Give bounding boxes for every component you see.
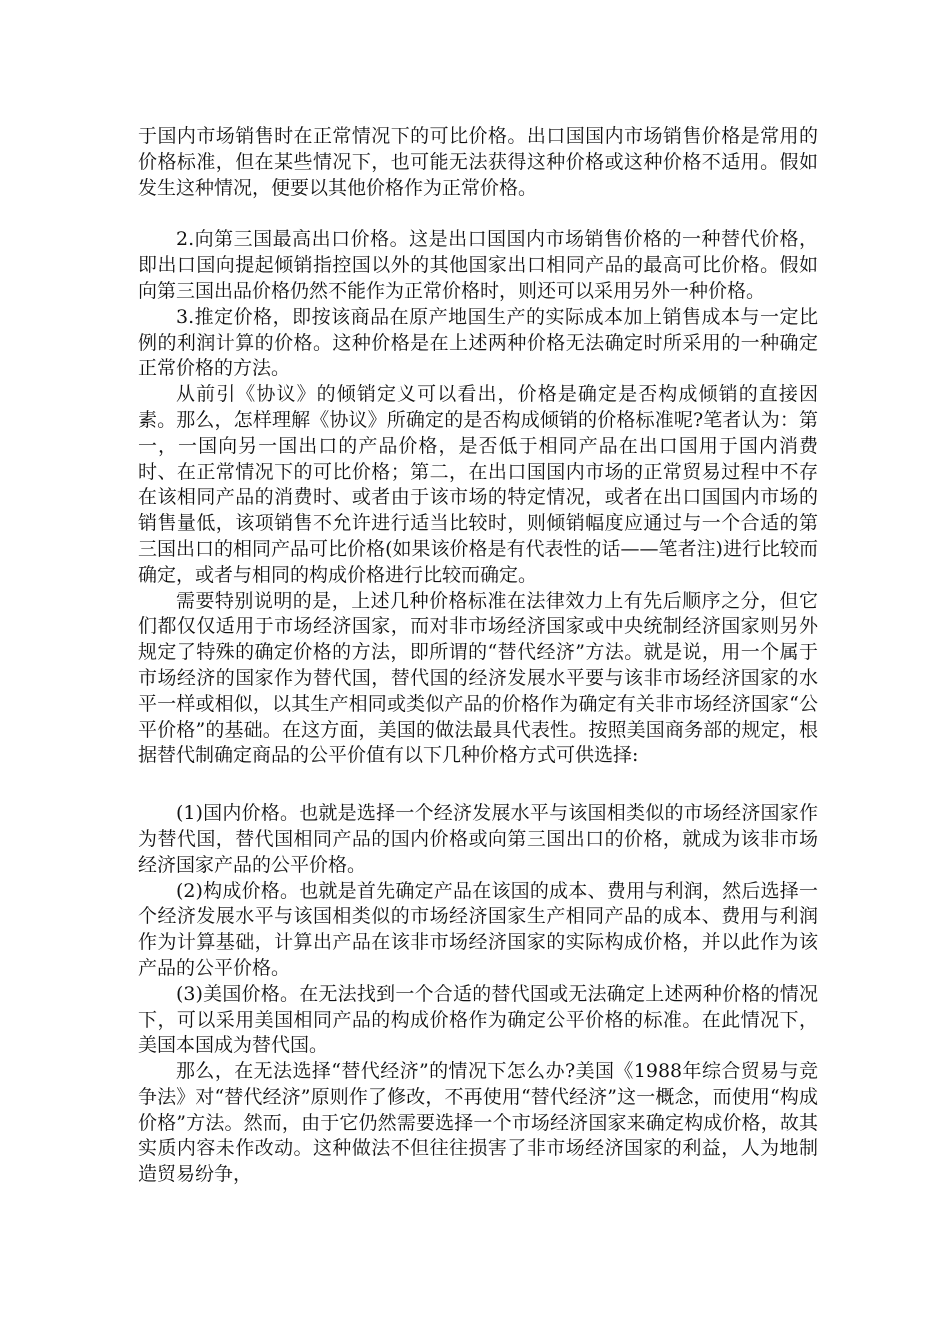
paragraph-trade-act-1988: 那么，在无法选择“替代经济”的情况下怎么办?美国《1988年综合贸易与竞争法》对“替代经济”原则作了修改，不再使用“替代经济”这一概念，而使用“构成价格”方法。然而，由于它仍然需要选择一个市场经济国家来确定构成价格，故其实质内容未作改动。这种做法不但往往损害了非市场经济国家的利益，人为地制造贸易纷争， [138, 1060, 818, 1186]
paragraph-dumping-definition: 从前引《协议》的倾销定义可以看出，价格是确定是否构成倾销的直接因素。那么，怎样理解《协议》所确定的是否构成倾销的价格标准呢?笔者认为：第一，一国向另一国出口的产品价格，是否低于相同产品在出口国用于国内消费时、在正常情况下的可比价格；第二，在出口国国内市场的正常贸易过程中不存在该相同产品的消费时、或者由于该市场的特定情况，或者在出口国国内市场的销售量低，该项销售不允许进行适当比较时，则倾销幅度应通过与一个合适的第三国出口的相同产品可比价格(如果该价格是有代表性的话——笔者注)进行比较而确定，或者与相同的构成价格进行比较而确定。 [138, 383, 818, 586]
paragraph-continuation: 于国内市场销售时在正常情况下的可比价格。出口国国内市场销售价格是常用的价格标准，但在某些情况下，也可能无法获得这种价格或这种价格不适用。假如发生这种情况，便要以其他价格作为正常价格。 [138, 125, 818, 199]
paragraph-domestic-price: (1)国内价格。也就是选择一个经济发展水平与该国相类似的市场经济国家作为替代国，替代国相同产品的国内价格或向第三国出口的价格，就成为该非市场经济国家产品的公平价格。 [138, 802, 818, 876]
paragraph-us-price: (3)美国价格。在无法找到一个合适的替代国或无法确定上述两种价格的情况下，可以采用美国相同产品的构成价格作为确定公平价格的标准。在此情况下，美国本国成为替代国。 [138, 982, 818, 1057]
paragraph-surrogate-economy: 需要特别说明的是，上述几种价格标准在法律效力上有先后顺序之分，但它们都仅仅适用于市场经济国家，而对非市场经济国家或中央统制经济国家则另外规定了特殊的确定价格的方法，即所谓的“替代经济”方法。就是说，用一个属于市场经济的国家作为替代国，替代国的经济发展水平要与该非市场经济国家的水平一样或相似，以其生产相同或类似产品的价格作为确定有关非市场经济国家“公平价格”的基础。在这方面，美国的做法最具代表性。按照美国商务部的规定，根据替代制确定商品的公平价值有以下几种价格方式可供选择: [138, 589, 818, 767]
paragraph-composition-price: (2)构成价格。也就是首先确定产品在该国的成本、费用与利润，然后选择一个经济发展水平与该国相类似的市场经济国家生产相同产品的成本、费用与利润作为计算基础，计算出产品在该非市场经济国家的实际构成价格，并以此作为该产品的公平价格。 [138, 879, 818, 979]
paragraph-constructed-price: 3.推定价格，即按该商品在原产地国生产的实际成本加上销售成本与一定比例的利润计算的价格。这种价格是在上述两种价格无法确定时所采用的一种确定正常价格的方法。 [138, 305, 818, 380]
paragraph-third-country-price: 2.向第三国最高出口价格。这是出口国国内市场销售价格的一种替代价格，即出口国向提起倾销指控国以外的其他国家出口相同产品的最高可比价格。假如向第三国出品价格仍然不能作为正常价格时，则还可以采用另外一种价格。 [138, 228, 818, 302]
document-body [138, 124, 818, 1188]
